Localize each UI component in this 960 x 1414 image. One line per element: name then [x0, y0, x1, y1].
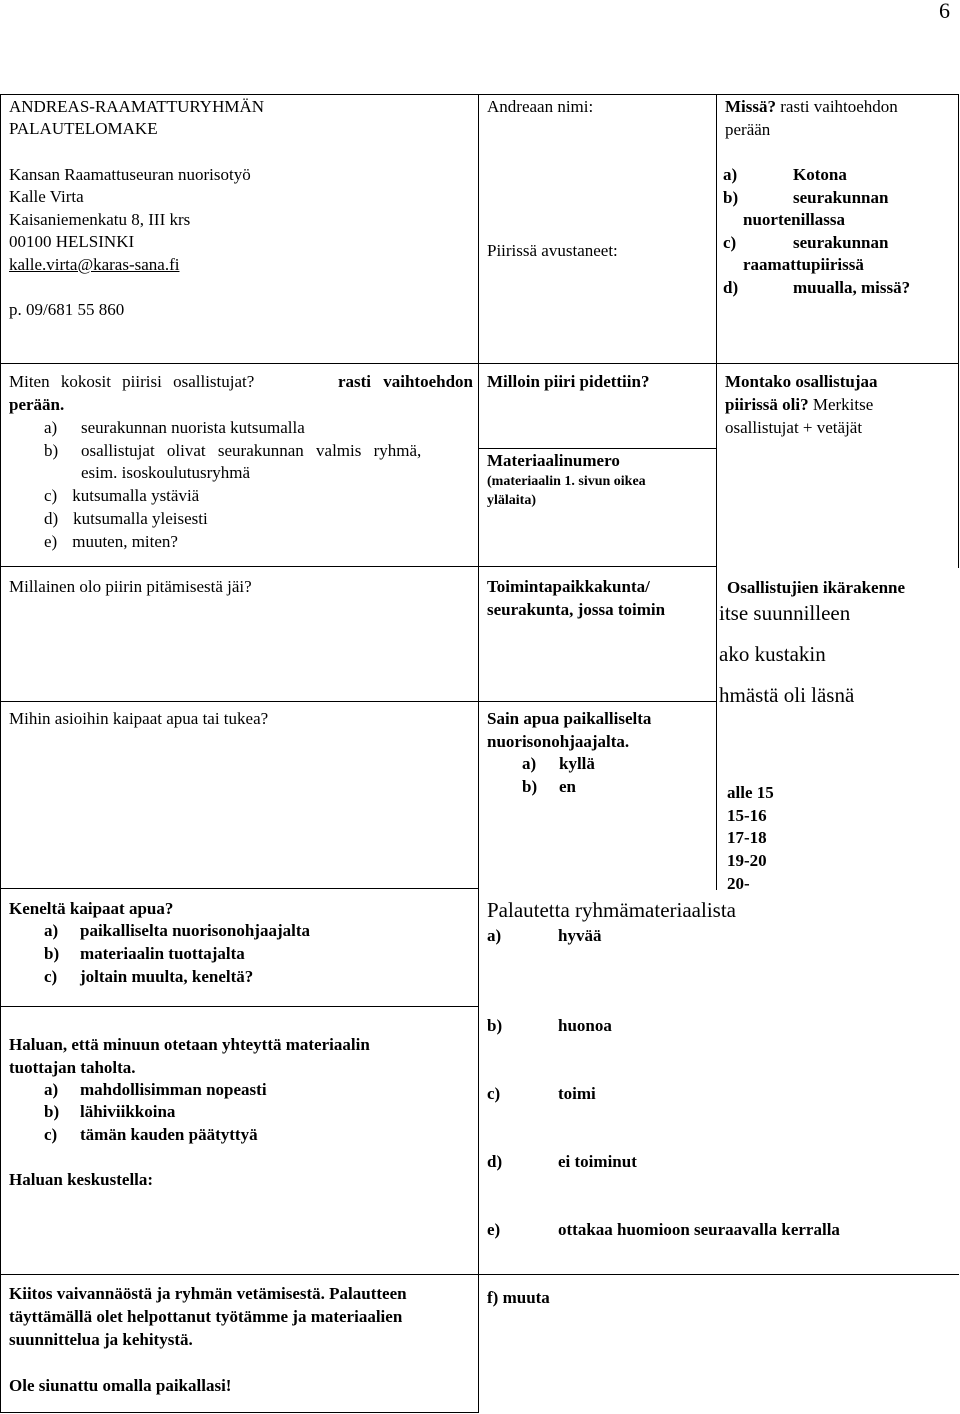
youth-worker-help-2: nuorisonohjaajalta. [487, 732, 630, 751]
material-number-hint-1: (materiaalin 1. sivun oikea [487, 474, 646, 489]
postal-address: 00100 HELSINKI [9, 232, 135, 251]
participant-count-question-3: osallistujat + vetäjät [725, 418, 863, 437]
helpers-label: Piirissä avustaneet: [487, 241, 618, 260]
age-group-17-18: 17-18 [727, 828, 767, 847]
where-option-d: d) muualla, missä? [723, 278, 911, 297]
thanks-line-2: täyttämällä olet helpottanut työtämme ja materiaalien [9, 1307, 403, 1326]
row-divider-6 [0, 1274, 959, 1275]
andreas-name-label: Andreaan nimi: [487, 97, 594, 116]
gather-option-b-cont: esim. isoskoulutusryhmä [81, 463, 251, 482]
contact-option-a: a) mahdollisimman nopeasti [44, 1080, 267, 1099]
youth-worker-help-1: Sain apua paikalliselta [487, 709, 652, 728]
page-number: 6 [939, 0, 950, 23]
table-top-border [0, 94, 959, 95]
feedback-option-c: c) toimi [487, 1084, 596, 1103]
age-group-15-16: 15-16 [727, 806, 767, 825]
org-name: Kansan Raamattuseuran nuorisotyö [9, 165, 251, 184]
row-divider-4 [0, 888, 478, 889]
where-hint: rasti vaihtoehdon [780, 97, 898, 116]
contact-label-2: tuottajan taholta. [9, 1058, 136, 1077]
feedback-option-a: a) hyvää [487, 926, 602, 945]
help-label: Mihin asioihin kaipaat apua tai tukea? [9, 709, 269, 728]
gather-option-d: d) kutsumalla yleisesti [44, 509, 208, 528]
where-option-b-cont: nuortenillassa [743, 210, 846, 229]
age-group-19-20: 19-20 [727, 851, 767, 870]
gather-option-a: a) seurakunnan nuorista kutsumalla [44, 418, 305, 437]
participant-count-question-2: piirissä oli? Merkitse [725, 395, 874, 414]
table-left-border [0, 94, 1, 1413]
gather-question: Miten kokosit piirisi osallistujat? rasti vaihtoehdon [9, 372, 473, 391]
where-option-c-cont: raamattupiirissä [743, 255, 864, 274]
phone-number: p. 09/681 55 860 [9, 300, 125, 319]
form-title-line1: ANDREAS-RAAMATTURYHMÄN [9, 97, 265, 116]
discuss-label: Haluan keskustella: [9, 1170, 154, 1189]
material-number-hint-2: ylälaita) [487, 493, 536, 508]
location-label-1: Toimintapaikkakunta/ [487, 577, 650, 596]
whom-label: Keneltä kaipaat apua? [9, 899, 174, 918]
thanks-line-3: suunnittelua ja kehitystä. [9, 1330, 193, 1349]
age-structure-title: Osallistujien ikärakenne [727, 578, 906, 597]
street-address: Kaisaniemenkatu 8, III krs [9, 210, 191, 229]
age-fragment-2: ako kustakin [719, 642, 826, 666]
where-label: Missä? [725, 97, 776, 116]
location-label-2: seurakunta, jossa toimin [487, 600, 666, 619]
when-held-label: Milloin piiri pidettiin? [487, 372, 650, 391]
row-divider-2 [0, 566, 716, 567]
feedback-option-d: d) ei toiminut [487, 1152, 637, 1171]
age-fragment-1: itse suunnilleen [719, 601, 851, 625]
row-divider-5 [0, 1006, 478, 1007]
feedback-option-e: e) ottakaa huomioon seuraavalla kerralla [487, 1220, 840, 1239]
table-bottom-border [0, 1412, 478, 1413]
column-divider-1 [478, 94, 479, 1413]
where-question [725, 96, 898, 118]
age-fragment-3: hmästä oli läsnä [719, 683, 855, 707]
email-link[interactable]: kalle.virta@karas-sana.fi [9, 255, 180, 274]
material-number-label: Materiaalinumero [487, 451, 620, 470]
youth-option-b: b) en [522, 777, 576, 796]
where-hint-line2: perään [725, 120, 771, 139]
gather-option-c: c) kutsumalla ystäviä [44, 486, 200, 505]
material-number-divider [478, 448, 717, 449]
material-feedback-title: Palautetta ryhmämateriaalista [487, 898, 736, 922]
column-divider-2 [716, 94, 717, 890]
whom-option-a: a) paikalliselta nuorisonohjaajalta [44, 921, 311, 940]
form-title-line2: PALAUTELOMAKE [9, 119, 158, 138]
contact-label-1: Haluan, että minuun otetaan yhteyttä materiaalin [9, 1035, 370, 1054]
contact-person: Kalle Virta [9, 187, 84, 206]
age-group-under-15: alle 15 [727, 783, 774, 802]
youth-option-a: a) kyllä [522, 754, 595, 773]
other-label: f) muuta [487, 1288, 550, 1307]
thanks-line-1: Kiitos vaivannäöstä ja ryhmän vetämisestä. Palautteen [9, 1284, 407, 1303]
whom-option-b: b) materiaalin tuottajalta [44, 944, 245, 963]
feeling-label: Millainen olo piirin pitämisestä jäi? [9, 577, 252, 596]
feedback-option-b: b) huonoa [487, 1016, 612, 1035]
row-divider-3 [0, 701, 716, 702]
whom-option-c: c) joltain muulta, keneltä? [44, 967, 254, 986]
gather-question-line2: perään. [9, 395, 65, 414]
where-option-a: a) Kotona [723, 165, 847, 184]
participant-count-question: Montako osallistujaa [725, 372, 878, 391]
gather-option-e: e) muuten, miten? [44, 532, 178, 551]
table-right-border [958, 94, 959, 568]
where-option-b: b) seurakunnan [723, 188, 889, 207]
contact-option-b: b) lähiviikkoina [44, 1102, 176, 1121]
contact-option-c: c) tämän kauden päätyttyä [44, 1125, 258, 1144]
blessing: Ole siunattu omalla paikallasi! [9, 1376, 232, 1395]
age-group-over-20: 20- [727, 874, 750, 893]
row-divider-1 [0, 363, 959, 364]
where-option-c: c) seurakunnan [723, 233, 889, 252]
